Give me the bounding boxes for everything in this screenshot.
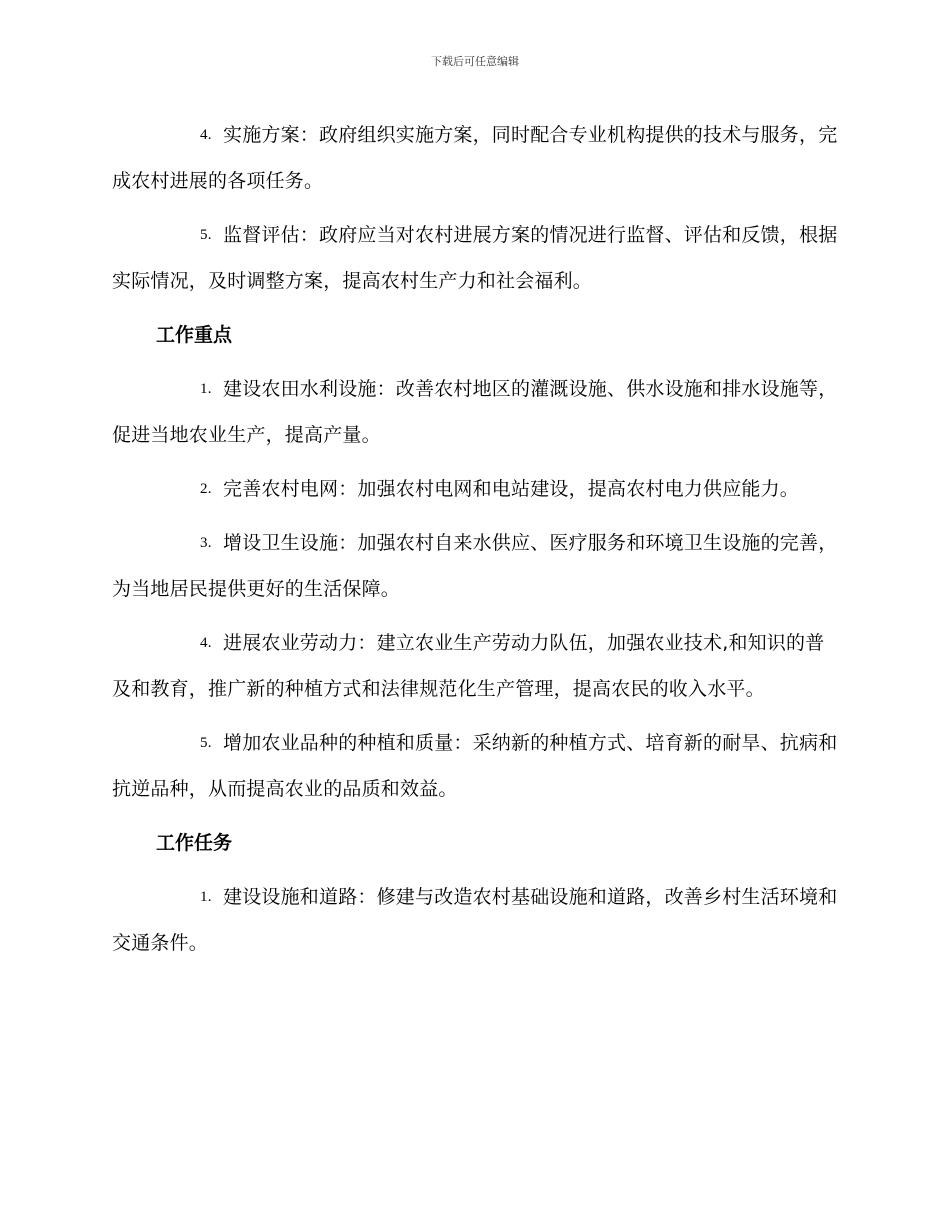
item-number: 2. xyxy=(200,481,212,497)
item-number: 1. xyxy=(200,889,212,905)
page-header: 下载后可任意编辑 xyxy=(431,55,519,68)
list-item xyxy=(112,720,842,812)
item-number: 4. xyxy=(200,127,212,143)
document-body xyxy=(112,112,842,974)
list-item xyxy=(112,520,842,612)
item-text: 建设农田水利设施：改善农村地区的灌溉设施、供水设施和排水设施等，促进当地农业生产，提高产量。 xyxy=(112,378,838,446)
section-heading-focus: 工作重点 xyxy=(156,324,233,346)
item-number: 5. xyxy=(200,227,212,243)
item-text: 监督评估：政府应当对农村进展方案的情况进行监督、评估和反馈，根据实际情况，及时调整方案，提高农村生产力和社会福利。 xyxy=(112,224,838,292)
section-heading-tasks: 工作任务 xyxy=(156,832,233,854)
list-item xyxy=(112,466,842,512)
item-text: 进展农业劳动力：建立农业生产劳动力队伍，加强农业技术,和知识的普及和教育，推广新的种植方式和法律规范化生产管理，提高农民的收入水平。 xyxy=(112,632,825,700)
item-number: 5. xyxy=(200,735,212,751)
item-text: 完善农村电网：加强农村电网和电站建设，提高农村电力供应能力。 xyxy=(223,478,800,500)
list-item xyxy=(112,212,842,304)
list-item xyxy=(112,874,842,966)
item-number: 3. xyxy=(200,535,212,551)
list-item xyxy=(112,366,842,458)
item-text: 建设设施和道路：修建与改造农村基础设施和道路，改善乡村生活环境和交通条件。 xyxy=(112,886,838,954)
item-text: 增加农业品种的种植和质量：采纳新的种植方式、培育新的耐旱、抗病和抗逆品种，从而提高农业的品质和效益。 xyxy=(112,732,838,800)
list-item xyxy=(112,620,842,712)
item-text: 实施方案：政府组织实施方案，同时配合专业机构提供的技术与服务，完成农村进展的各项任务。 xyxy=(112,124,838,192)
item-text: 增设卫生设施：加强农村自来水供应、医疗服务和环境卫生设施的完善，为当地居民提供更好的生活保障。 xyxy=(112,532,838,600)
item-number: 4. xyxy=(200,635,212,651)
list-item xyxy=(112,112,842,204)
item-number: 1. xyxy=(200,381,212,397)
